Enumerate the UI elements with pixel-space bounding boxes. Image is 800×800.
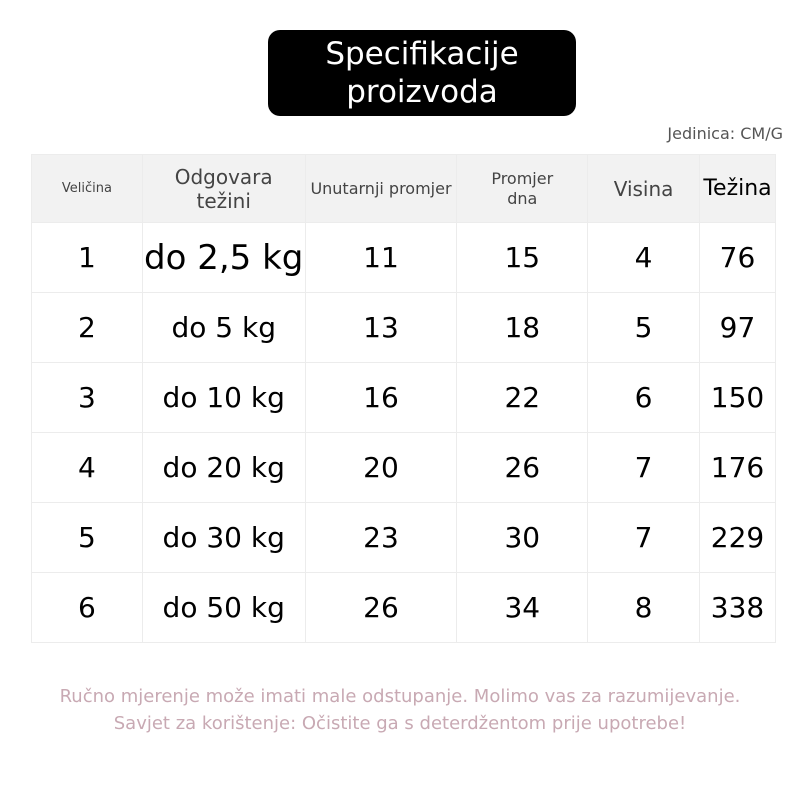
cell-weight: 338 [699,573,775,643]
header-height: Visina [588,155,700,223]
cell-weight: 150 [699,363,775,433]
title-banner [268,30,576,116]
cell-size: 6 [32,573,143,643]
spec-table [31,154,776,643]
cell-weight-fit: do 20 kg [142,433,305,503]
cell-inner-diameter: 16 [305,363,457,433]
notes-block [0,683,800,737]
cell-height: 8 [588,573,700,643]
cell-weight-fit: do 2,5 kg [142,223,305,293]
cell-size: 3 [32,363,143,433]
cell-height: 6 [588,363,700,433]
cell-inner-diameter: 26 [305,573,457,643]
header-weight-fit: Odgovara težini [142,155,305,223]
cell-weight: 76 [699,223,775,293]
cell-inner-diameter: 13 [305,293,457,363]
cell-height: 5 [588,293,700,363]
cell-weight: 97 [699,293,775,363]
table-row [32,503,776,573]
header-weight: Težina [699,155,775,223]
cell-weight-fit: do 5 kg [142,293,305,363]
header-bottom-diameter: Promjer dna [457,155,588,223]
table-header-row [32,155,776,223]
table-row [32,363,776,433]
cell-size: 1 [32,223,143,293]
cell-height: 4 [588,223,700,293]
cell-bottom-diameter: 15 [457,223,588,293]
cell-weight-fit: do 50 kg [142,573,305,643]
cell-size: 5 [32,503,143,573]
note-measurement: Ručno mjerenje može imati male odstupanje. Molimo vas za razumijevanje. [59,686,741,707]
note-usage-tip: Savjet za korištenje: Očistite ga s deterdžentom prije upotrebe! [113,713,687,734]
unit-label: Jedinica: CM/G [667,124,783,143]
title-line-2: proizvoda [346,74,498,110]
cell-bottom-diameter: 18 [457,293,588,363]
cell-bottom-diameter: 30 [457,503,588,573]
cell-inner-diameter: 20 [305,433,457,503]
table-row [32,573,776,643]
cell-bottom-diameter: 22 [457,363,588,433]
table-row [32,433,776,503]
cell-weight-fit: do 30 kg [142,503,305,573]
cell-size: 2 [32,293,143,363]
cell-weight: 176 [699,433,775,503]
cell-height: 7 [588,433,700,503]
cell-weight: 229 [699,503,775,573]
cell-bottom-diameter: 34 [457,573,588,643]
cell-size: 4 [32,433,143,503]
header-size: Veličina [32,155,143,223]
title-line-1: Specifikacije [325,36,519,72]
cell-height: 7 [588,503,700,573]
cell-inner-diameter: 23 [305,503,457,573]
header-inner-diameter: Unutarnji promjer [305,155,457,223]
table-row [32,293,776,363]
cell-inner-diameter: 11 [305,223,457,293]
cell-weight-fit: do 10 kg [142,363,305,433]
cell-bottom-diameter: 26 [457,433,588,503]
table-row [32,223,776,293]
